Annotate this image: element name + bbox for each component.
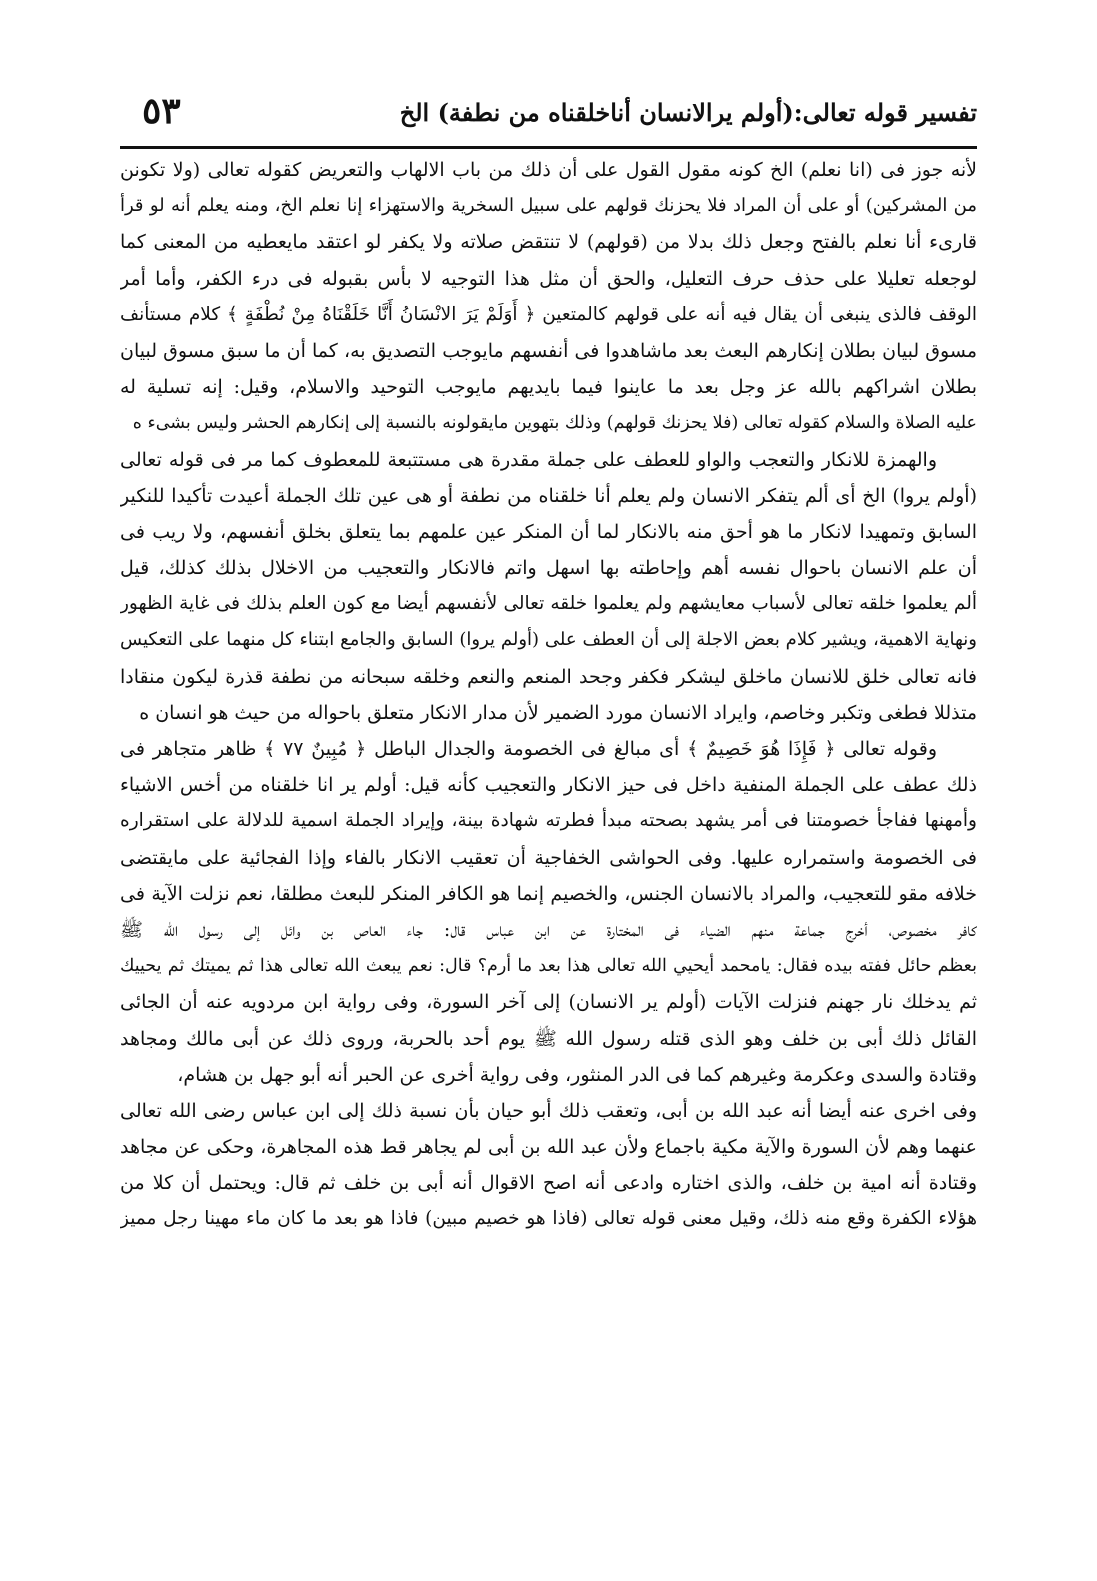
text-line: فى الخصومة واستمراره عليها. وفى الحواشى الخفاجية أن تعقيب الانكار بالفاء وإذا الفجائية على مايقتضى <box>120 846 977 869</box>
text-line: عليه الصلاة والسلام كقوله تعالى (فلا يحزنك قولهم) وذلك بتهوين مايقولونه بالنسبة إلى إنكارهم الحشر وليس بشىء ه <box>132 413 977 434</box>
text-line: بعظم حائل ففته بيده فقال: يامحمد أيحيي الله تعالى هذا بعد ما أرم؟ قال: نعم يبعث الله تعالى هذا ثم يميتك ثم يحييك <box>120 956 977 977</box>
text-line: من المشركين) أو على أن المراد فلا يحزنك قولهم على سبيل السخرية والاستهزاء إنا نعلم الخ، ومنه يعلم أنه لو قرأ <box>120 195 977 217</box>
text-line: عنهما وهم لأن السورة والآية مكية باجماع ولأن عبد الله بن أبى لم يجاهر قط هذه المجاهرة، وحكى عن مجاهد <box>120 1136 977 1159</box>
text-line: لأنه جوز فى (انا نعلم) الخ كونه مقول القول على أن ذلك من باب الالهاب والتعريض كقوله تعالى (ولا تكونن <box>120 159 977 181</box>
page-header <box>120 88 977 148</box>
text-line: خلافه مقو للتعجيب، والمراد بالانسان الجنس، والخصيم إنما هو الكافر المنكر للبعث مطلقا، نعم نزلت الآية فى <box>120 882 977 905</box>
header-rule <box>120 146 977 149</box>
text-line: فانه تعالى خلق للانسان ماخلق ليشكر فكفر وجحد المنعم والنعم وخلقه سبحانه من نطفة قذرة ليكون منقادا <box>120 665 977 688</box>
text-line: والهمزة للانكار والتعجب والواو للعطف على جملة مقدرة هى مستتبعة للمعطوف كما مر فى قوله تعالى <box>120 448 937 471</box>
text-line: وقتادة أنه امية بن خلف، والذى اختاره وادعى أنه اصح الاقوال أنه أبى بن خلف ثم قال: ويحتمل أن كلا من <box>120 1172 977 1195</box>
text-line: ذلك عطف على الجملة المنفية داخل فى حيز الانكار والتعجيب كأنه قيل: أولم ير انا خلقناه من أخس الاشياء <box>120 774 977 797</box>
text-line: وفى اخرى عنه أيضا أنه عبد الله بن أبى، وتعقب ذلك أبو حيان بأن نسبة ذلك إلى ابن عباس رضى الله تعالى <box>120 1099 977 1122</box>
text-line: بطلان اشراكهم بالله عز وجل بعد ما عاينوا فيما بايديهم مايوجب التوحيد والاسلام، وقيل: إنه تسلية له <box>120 376 977 399</box>
text-line: لوجعله تعليلا على حذف حرف التعليل، والحق أن مثل هذا التوجيه لا بأس بقبوله فى درء الكفر، وأما أمر <box>120 267 977 290</box>
text-line: ثم يدخلك نار جهنم فنزلت الآيات (أولم ير الانسان) إلى آخر السورة، وفى رواية ابن مردويه عنه أن الجائى <box>120 991 977 1014</box>
text-line: أن علم الانسان باحوال نفسه أهم وإحاطته بها اسهل واتم فالانكار والتعجيب من الاخلال بذلك كذلك، قيل <box>120 557 977 580</box>
text-line: الوقف فالذى ينبغى أن يقال فيه أنه على قولهم كالمتعين ﴿ أَوَلَمْ يَرَ الانْسَانُ أَنَّا خَلَقْنَاهُ مِنْ نُطْفَةٍ ﴾ كلام مستأنف <box>120 303 977 325</box>
text-line: ألم يعلموا خلقه تعالى لأسباب معايشهم ولم يعلموا خلقه تعالى لأنفسهم أيضا مع كون العلم بذلك فى غاية الظهور <box>120 593 977 615</box>
text-line: القائل ذلك أبى بن خلف وهو الذى قتله رسول الله ﷺ يوم أحد بالحربة، وروى ذلك عن أبى مالك ومجاهد <box>120 1027 977 1050</box>
text-line: وأمهنها ففاجأ خصومتنا فى أمر يشهد بصحته مبدأ فطرته شهادة بينة، وإيراد الجملة اسمية للدلالة على استقراره <box>120 810 977 832</box>
text-line: وقتادة والسدى وعكرمة وغيرهم كما فى الدر المنثور، وفى رواية أخرى عن الحبر أنه أبو جهل بن هشام، <box>177 1063 977 1086</box>
running-title: تفسير قوله تعالى:(أولم يرالانسان أناخلقناه من نطفة) الخ <box>399 98 977 127</box>
text-line: وقوله تعالى ﴿ فَإِذَا هُوَ خَصِيمٌ ﴾ أى مبالغ فى الخصومة والجدال الباطل ﴿ مُبِينٌ ٧٧ ﴾ ظاهر متجاهر فى <box>120 738 937 760</box>
text-line: متذللا فطغى وتكبر وخاصم، وايراد الانسان مورد الضمير لأن مدار الانكار متعلق باحواله من حيث هو انسان ه <box>139 701 977 724</box>
text-line: هؤلاء الكفرة وقع منه ذلك، وقيل معنى قوله تعالى (فاذا هو خصيم مبين) فاذا هو بعد ما كان ماء مهينا رجل مميز <box>120 1208 977 1230</box>
text-line: (أولم يروا) الخ أى ألم يتفكر الانسان ولم يعلم أنا خلقناه من نطفة أو هى عين تلك الجملة أعيدت تأكيدا للنكير <box>120 484 977 507</box>
text-line: كافر مخصوص، أخرج جماعة منهم الضياء فى المختارة عن ابن عباس قال: جاء العاص بن وائل إلى رسول الله ﷺ <box>120 918 977 941</box>
text-line: السابق وتمهيدا لانكار ما هو أحق منه بالانكار لما أن المنكر عين علمهم بما يتعلق بخلق أنفسهم، ولا ريب فى <box>120 520 977 543</box>
text-line: قارىء أنا نعلم بالفتح وجعل ذلك بدلا من (قولهم) لا تنتقض صلاته ولا يكفر لو اعتقد مايعطيه من المعنى كما <box>120 231 977 254</box>
text-line: مسوق لبيان بطلان إنكارهم البعث بعد ماشاهدوا فى أنفسهم مايوجب التصديق به، كما أن ما سبق مسوق لبيان <box>120 339 977 362</box>
text-line: ونهاية الاهمية، ويشير كلام بعض الاجلة إلى أن العطف على (أولم يروا) السابق والجامع ابتناء كل منهما على التعكيس <box>120 629 977 651</box>
page-number: ٥٣ <box>142 90 181 132</box>
text-body <box>120 152 977 1238</box>
